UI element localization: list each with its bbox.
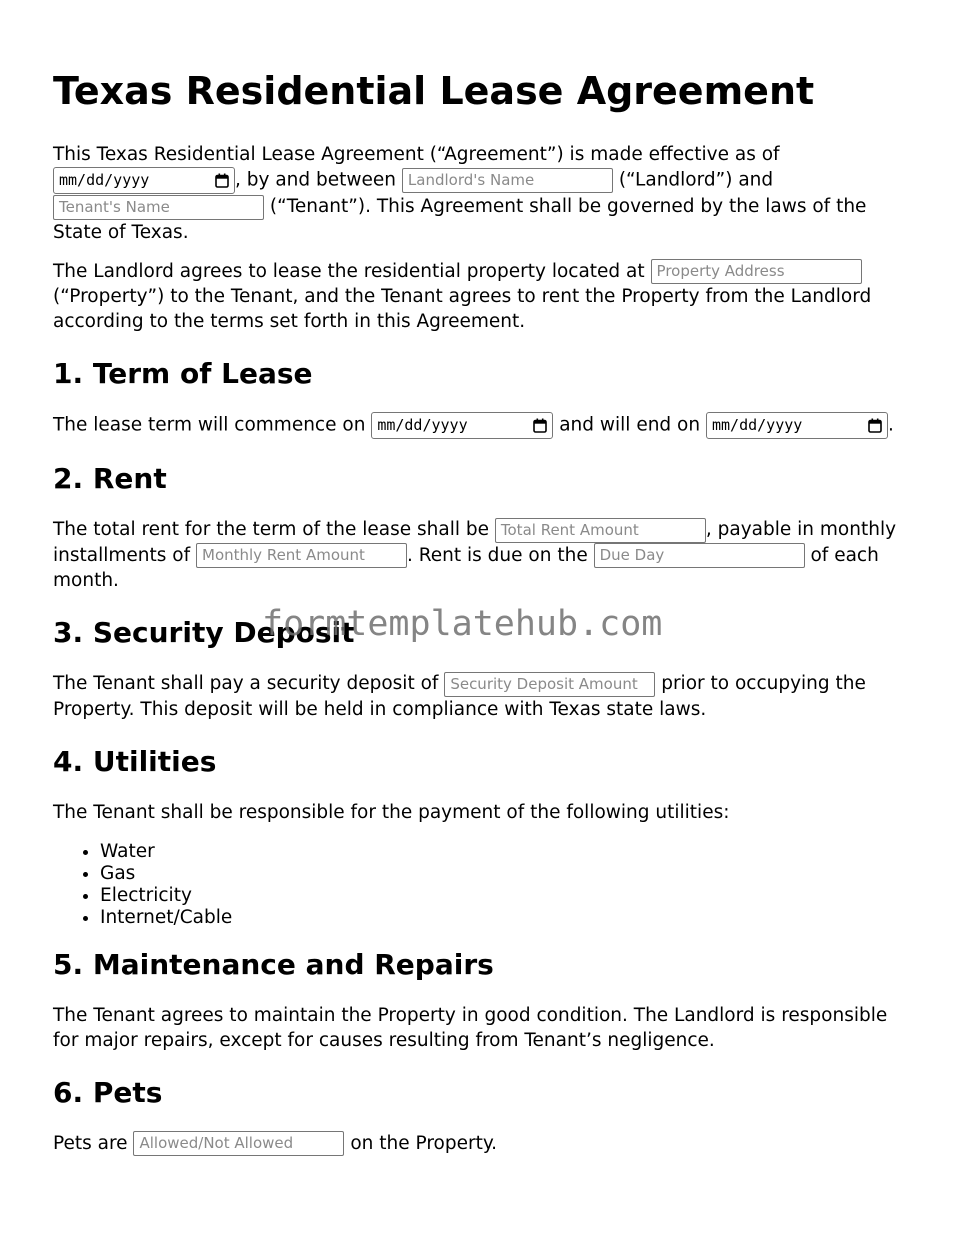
term-paragraph bbox=[53, 412, 913, 439]
rent-text-3: . Rent is due on the bbox=[407, 544, 588, 566]
monthly-rent-input[interactable]: Monthly Rent Amount bbox=[196, 543, 407, 568]
pets-allowed-input[interactable]: Allowed/Not Allowed bbox=[133, 1131, 344, 1156]
rent-text-2: , payable in monthly installments of bbox=[53, 519, 897, 566]
watermark: formtemplatehub.com bbox=[262, 604, 663, 644]
page-title: Texas Residential Lease Agreement bbox=[53, 69, 815, 113]
intro-paragraph bbox=[53, 142, 913, 245]
utilities-paragraph: The Tenant shall be responsible for the payment of the following utilities: bbox=[53, 801, 730, 823]
total-rent-input[interactable]: Total Rent Amount bbox=[495, 518, 706, 543]
calendar-icon[interactable] bbox=[533, 418, 547, 433]
security-deposit-heading: 3. Security Deposit bbox=[53, 616, 355, 649]
utilities-heading: 4. Utilities bbox=[53, 744, 217, 778]
list-item: • Gas bbox=[100, 863, 913, 885]
lease-document bbox=[53, 64, 913, 1172]
lease-end-date-value: mm/dd/yyyy bbox=[712, 416, 803, 434]
effective-date-input[interactable] bbox=[53, 167, 235, 194]
maintenance-paragraph: The Tenant agrees to maintain the Property in good condition. The Landlord is responsible for major repairs, except for causes resulting from Tenant’s negligence. bbox=[53, 1004, 888, 1051]
intro-text-2: , by and between bbox=[235, 169, 397, 191]
calendar-icon[interactable] bbox=[868, 418, 882, 433]
intro-text-4: (“Tenant”). This Agreement shall be governed by the laws of the State of Texas. bbox=[53, 196, 867, 243]
lease-start-date-input[interactable] bbox=[371, 412, 553, 439]
list-item: • Water bbox=[100, 841, 913, 863]
pets-text-1: Pets are bbox=[53, 1132, 128, 1154]
property-address-input[interactable]: Property Address bbox=[651, 259, 862, 284]
calendar-icon[interactable] bbox=[215, 173, 229, 188]
rent-text-4: of each month. bbox=[53, 544, 879, 591]
deposit-text-2: prior to occupying the Property. This deposit will be held in compliance with Texas state laws. bbox=[53, 673, 866, 720]
term-text-1: The lease term will commence on bbox=[53, 414, 366, 436]
term-text-3: . bbox=[888, 414, 894, 436]
intro-text-1: This Texas Residential Lease Agreement (“Agreement”) is made effective as of bbox=[53, 144, 780, 165]
pets-paragraph bbox=[53, 1131, 913, 1157]
pets-text-2: on the Property. bbox=[350, 1132, 498, 1154]
list-item: • Electricity bbox=[100, 885, 913, 907]
term-heading: 1. Term of Lease bbox=[53, 357, 313, 390]
effective-date-value: mm/dd/yyyy bbox=[59, 171, 150, 189]
intro-text-3: (“Landlord”) and bbox=[618, 169, 774, 191]
security-deposit-input[interactable]: Security Deposit Amount bbox=[444, 672, 655, 697]
utilities-list bbox=[53, 841, 913, 929]
landlord-name-input[interactable]: Landlord's Name bbox=[402, 168, 613, 193]
rent-heading: 2. Rent bbox=[53, 462, 167, 495]
deposit-text-1: The Tenant shall pay a security deposit of bbox=[53, 673, 439, 694]
maintenance-heading: 5. Maintenance and Repairs bbox=[53, 947, 494, 981]
pets-heading: 6. Pets bbox=[53, 1075, 163, 1109]
tenant-name-input[interactable]: Tenant's Name bbox=[53, 195, 264, 220]
term-text-2: and will end on bbox=[559, 414, 701, 436]
due-day-input[interactable]: Due Day bbox=[594, 543, 805, 568]
rent-paragraph bbox=[53, 517, 913, 593]
deposit-paragraph bbox=[53, 671, 913, 722]
property-text-2: (“Property”) to the Tenant, and the Tenant agrees to rent the Property from the Landlord according to the terms set forth in this Agreement. bbox=[53, 286, 872, 332]
lease-end-date-input[interactable] bbox=[706, 412, 888, 439]
list-item: • Internet/Cable bbox=[100, 907, 913, 929]
lease-start-date-value: mm/dd/yyyy bbox=[377, 416, 468, 434]
rent-text-1: The total rent for the term of the lease shall be bbox=[53, 519, 489, 540]
property-paragraph bbox=[53, 259, 913, 335]
property-text-1: The Landlord agrees to lease the residential property located at bbox=[53, 260, 645, 282]
